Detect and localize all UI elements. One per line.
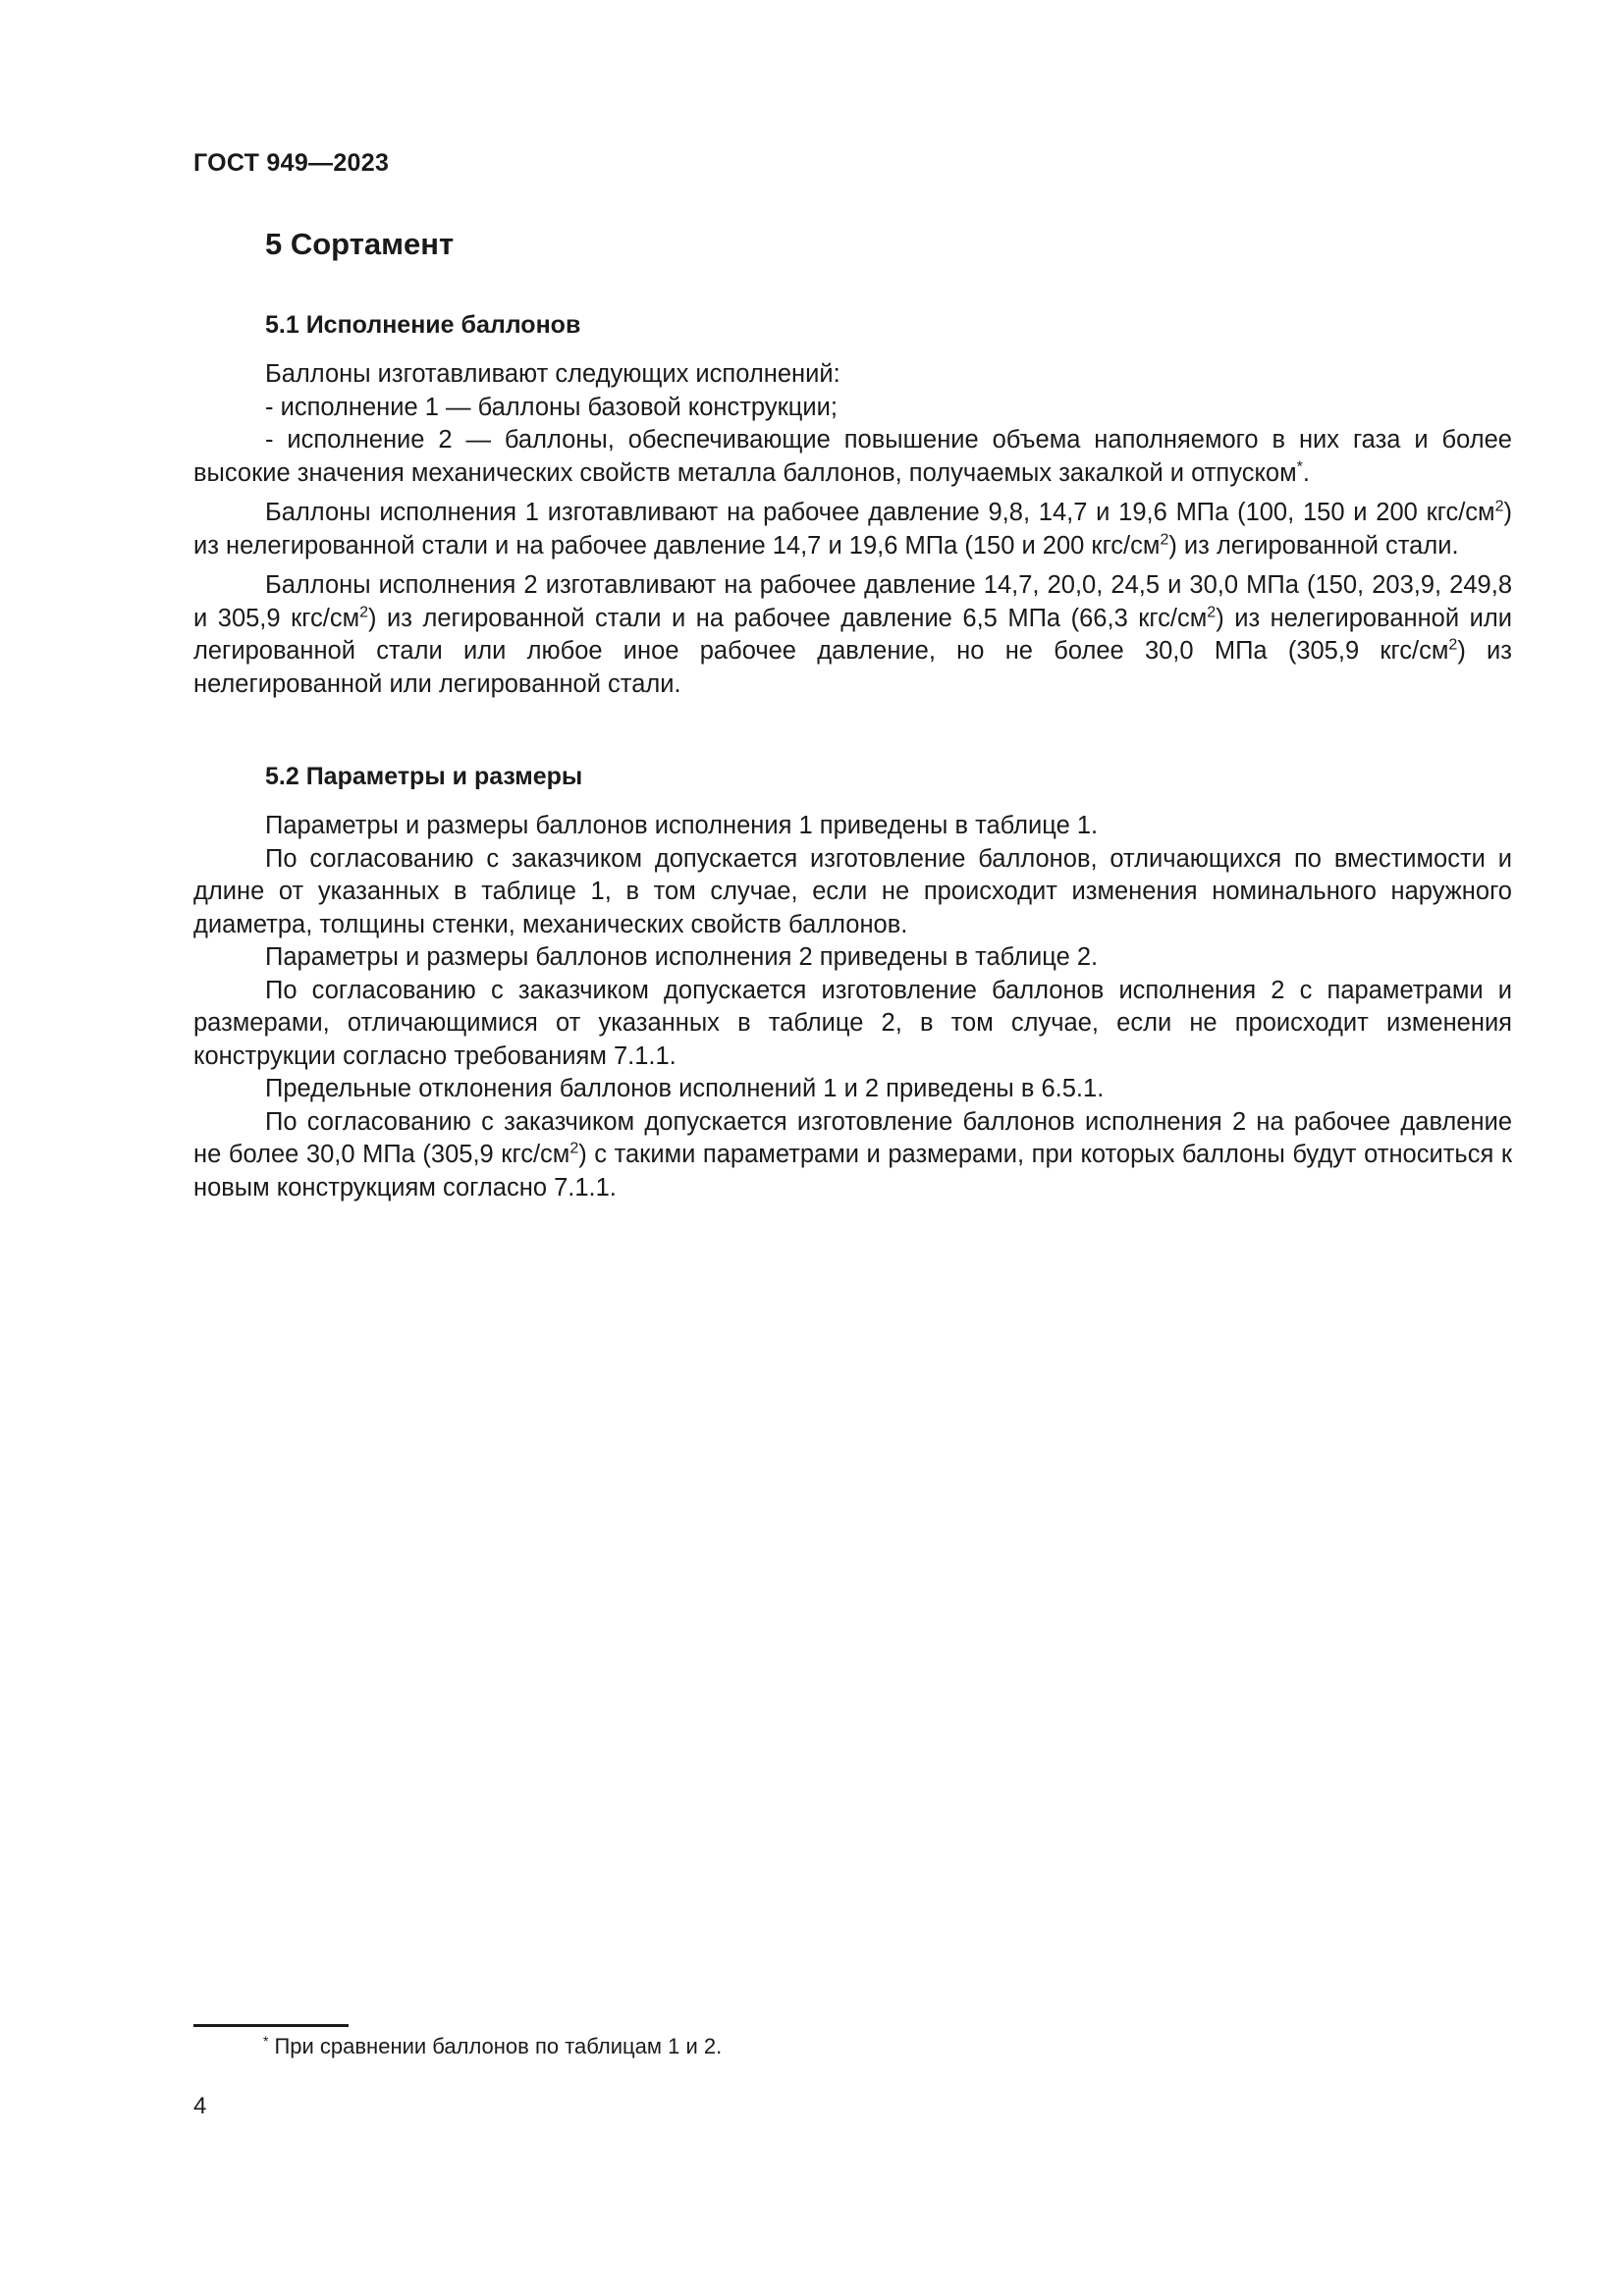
paragraph: Баллоны изготавливают следующих исполнений: (265, 360, 840, 388)
paragraph: Баллоны исполнения 1 изготавливают на рабочее давление 9,8, 14,7 и 19,6 МПа (100, 150 и 200 кгс/$см^2$) из нелегированной стали и на рабочее давление 14,7 и 19,6 МПа (150 и 200 кгс/$см^2$) из легированной стали. (193, 498, 1512, 560)
footnote: * При сравнении баллонов по таблицам 1 и 2. (263, 2032, 723, 2058)
subsection-body-5-1 (193, 358, 1512, 701)
subsection-title-5-2: 5.2 Параметры и размеры (265, 763, 583, 790)
paragraph: Предельные отклонения баллонов исполнений 1 и 2 приведены в 6.5.1. (265, 1075, 1105, 1102)
paragraph: Баллоны исполнения 2 изготавливают на рабочее давление 14,7, 20,0, 24,5 и 30,0 МПа (150, 203,9, 249,8 и 305,9 кгс/$см^2$) из легированной стали и на рабочее давление 6,5 МПа (66,3 кгс/$см^2$) из нелегированной или легированной стали или любое иное рабочее давление, но не более 30,0 МПа (305,9 кгс/$см^2$) из нелегированной или легированной стали. (193, 571, 1512, 698)
list-item: - исполнение 2 — баллоны, обеспечивающие повышение объема наполняемого в них газа и более высокие значения механических свойств металла баллонов, получаемых закалкой и отпуском*. (193, 426, 1512, 487)
document-header: ГОСТ 949—2023 (193, 149, 390, 177)
paragraph: Параметры и размеры баллонов исполнения 1 приведены в таблице 1. (265, 812, 1099, 839)
footnote-mark: * (263, 2032, 269, 2049)
section-title: 5 Сортамент (265, 227, 455, 261)
footnote-separator (193, 2024, 349, 2027)
page-number: 4 (193, 2093, 207, 2119)
paragraph: Параметры и размеры баллонов исполнения 2 приведены в таблице 2. (265, 943, 1099, 971)
paragraph: По согласованию с заказчиком допускается изготовление баллонов, отличающихся по вместимости и длине от указанных в таблице 1, в том случае, если не происходит изменения номинального наружного диаметра, толщины стенки, механических свойств баллонов. (193, 844, 1512, 938)
subsection-body-5-2 (193, 810, 1512, 1204)
footnote-reference: * (1296, 458, 1303, 475)
paragraph: По согласованию с заказчиком допускается изготовление баллонов исполнения 2 на рабочее давление не более 30,0 МПа (305,9 кгс/$см^2$) с такими параметрами и размерами, при которых баллоны будут относиться к новым конструкциям согласно 7.1.1. (193, 1107, 1512, 1201)
list-item: - исполнение 1 — баллоны базовой конструкции; (265, 393, 838, 421)
subsection-title-5-1: 5.1 Исполнение баллонов (265, 311, 581, 339)
paragraph: По согласованию с заказчиком допускается изготовление баллонов исполнения 2 с параметрами и размерами, отличающимися от указанных в таблице 2, в том случае, если не происходит изменения конструкции согласно требованиям 7.1.1. (193, 976, 1512, 1070)
